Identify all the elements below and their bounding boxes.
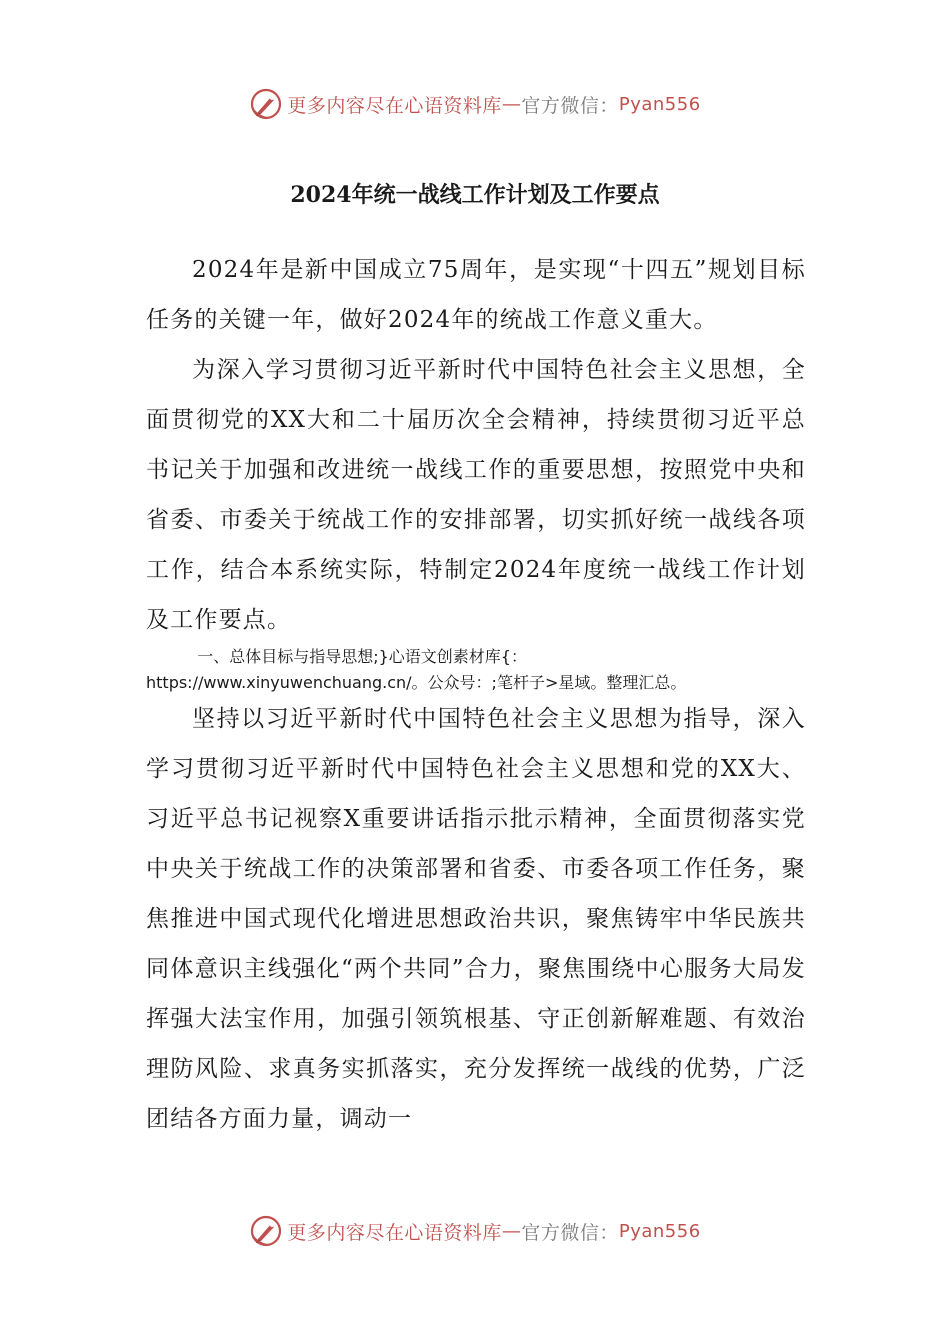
banner-brand-text: 更多内容尽在心语资料库	[287, 94, 502, 117]
banner-dash: —	[501, 1220, 522, 1242]
pen-nib-logo-icon	[249, 1214, 283, 1248]
footer-banner	[0, 1209, 950, 1253]
banner-brand-text: 更多内容尽在心语资料库	[287, 1221, 502, 1244]
banner-wechat-label: 官方微信：	[521, 1221, 619, 1244]
body-paragraph-guiding: 坚持以习近平新时代中国特色社会主义思想为指导，深入学习贯彻习近平新时代中国特色社会主义思想和党的XX大、习近平总书记视察X重要讲话指示批示精神，全面贯彻落实党中央关于统战工作的决策部署和省委、市委各项工作任务，聚焦推进中国式现代化增进思想政治共识，聚焦铸牢中华民族共同体意识主线强化“两个共同”合力，聚焦围绕中心服务大局发挥强大法宝作用，加强引领筑根基、守正创新解难题、有效治理防风险、求真务实抓落实，充分发挥统一战线的优势，广泛团结各方面力量，调动一	[146, 706, 806, 1132]
body-paragraph-intro: 2024年是新中国成立75周年，是实现“十四五”规划目标任务的关键一年，做好2024年的统战工作意义重大。	[146, 257, 806, 333]
pen-nib-logo-icon	[249, 87, 283, 121]
banner-wechat-id: Pyan556	[618, 93, 701, 115]
section-heading-goals: 一、总体目标与指导思想;}心语文创素材库{：https://www.xinyuwenchuang.cn/。公众号：;笔杆子>星域。整理汇总。	[146, 647, 687, 692]
body-paragraph-purpose: 为深入学习贯彻习近平新时代中国特色社会主义思想，全面贯彻党的XX大和二十届历次全会精神，持续贯彻习近平总书记关于加强和改进统一战线工作的重要思想，按照党中央和省委、市委关于统战工作的安排部署，切实抓好统一战线各项工作，结合本系统实际，特制定2024年度统一战线工作计划及工作要点。	[146, 357, 806, 633]
banner-wechat-label: 官方微信：	[521, 94, 619, 117]
banner-wechat-id: Pyan556	[618, 1220, 701, 1242]
header-banner	[0, 82, 950, 126]
document-title: 2024年统一战线工作计划及工作要点	[290, 182, 660, 208]
banner-dash: —	[501, 93, 522, 115]
